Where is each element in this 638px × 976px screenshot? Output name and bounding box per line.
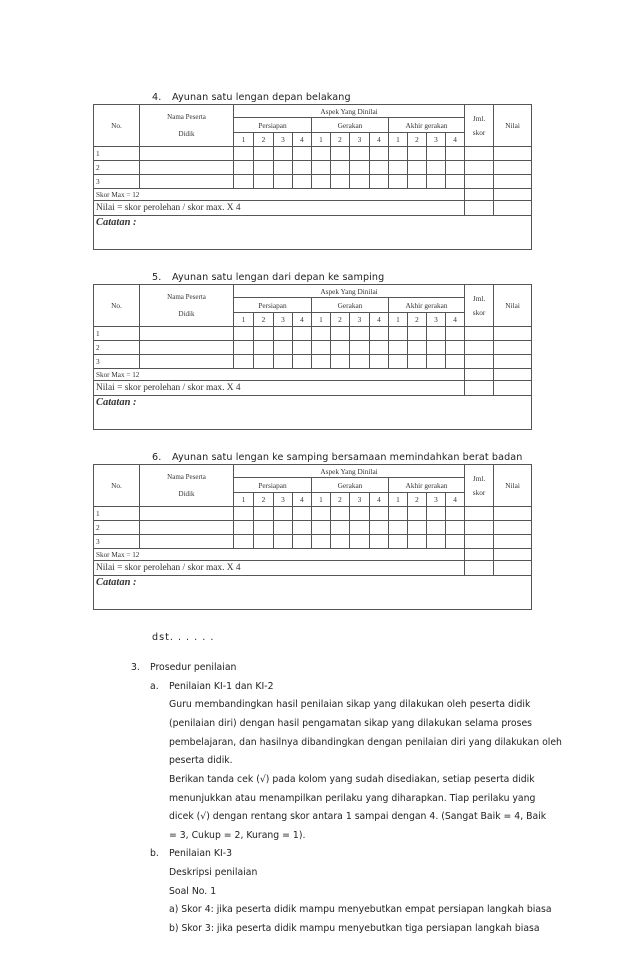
table-row (94, 341, 532, 355)
assessment-table-5 (93, 284, 532, 430)
section-title-text: Ayunan satu lengan ke samping bersamaan memindahkan berat badan (172, 452, 523, 463)
header-no: No. (94, 465, 140, 507)
jml-cell[interactable] (465, 381, 494, 396)
score-cell[interactable] (350, 161, 370, 175)
score-cell[interactable] (274, 507, 293, 521)
score-cell[interactable] (254, 341, 274, 355)
header-persiapan: Persiapan (234, 478, 312, 493)
score-cell[interactable] (312, 341, 331, 355)
score-cell[interactable] (427, 507, 446, 521)
score-cell[interactable] (254, 327, 274, 341)
score-cell[interactable] (389, 507, 408, 521)
jml-cell[interactable] (465, 521, 494, 535)
header-nama-peserta: Nama Peserta Didik (140, 465, 234, 507)
paragraph-line: peserta didik. (169, 755, 233, 766)
score-cell[interactable] (331, 507, 350, 521)
score-cell[interactable] (274, 147, 293, 161)
sub-header: 4 (446, 133, 465, 147)
score-cell[interactable] (234, 175, 254, 189)
row-number: 1 (94, 147, 140, 161)
sub-header: 1 (234, 133, 254, 147)
sub-header: 2 (408, 493, 427, 507)
score-cell[interactable] (389, 521, 408, 535)
section-6-title (152, 452, 522, 463)
score-cell[interactable] (331, 161, 350, 175)
row-number: 2 (94, 161, 140, 175)
score-cell[interactable] (408, 161, 427, 175)
sub-header: 2 (331, 313, 350, 327)
skor-max-label: Skor Max = 12 (94, 189, 465, 201)
score-cell[interactable] (293, 507, 312, 521)
name-cell[interactable] (140, 507, 234, 521)
score-cell[interactable] (312, 521, 331, 535)
subsection-a-heading (150, 681, 274, 693)
section-number: 4. (152, 92, 162, 103)
score-cell[interactable] (254, 175, 274, 189)
sub-header: 4 (293, 313, 312, 327)
score-cell[interactable] (370, 341, 389, 355)
subsection-a-title: Penilaian KI-1 dan KI-2 (169, 681, 274, 692)
header-gerakan: Gerakan (312, 478, 389, 493)
section-number: 6. (152, 452, 162, 463)
paragraph-line: (penilaian diri) dengan hasil pengamatan sikap yang dilakukan selama proses (169, 718, 533, 729)
subsection-b-label: b. (150, 848, 159, 859)
table-row (94, 535, 532, 549)
score-cell[interactable] (274, 175, 293, 189)
jml-cell[interactable] (465, 175, 494, 189)
row-number: 1 (94, 327, 140, 341)
row-number: 2 (94, 521, 140, 535)
nilai-cell[interactable] (494, 355, 532, 369)
sub-header: 4 (370, 313, 389, 327)
jml-cell[interactable] (465, 147, 494, 161)
section-number: 5. (152, 272, 162, 283)
score-cell[interactable] (331, 355, 350, 369)
score-cell[interactable] (234, 535, 254, 549)
score-cell[interactable] (331, 327, 350, 341)
score-cell[interactable] (446, 327, 465, 341)
jml-cell[interactable] (465, 369, 494, 381)
subsection-a-label: a. (150, 681, 159, 692)
score-cell[interactable] (389, 355, 408, 369)
skor-max-label: Skor Max = 12 (94, 369, 465, 381)
table-row (94, 327, 532, 341)
score-cell[interactable] (427, 327, 446, 341)
sub-header: 1 (234, 493, 254, 507)
score-cell[interactable] (312, 161, 331, 175)
header-gerakan: Gerakan (312, 118, 389, 133)
score-cell[interactable] (234, 147, 254, 161)
paragraph-line: Guru membandingkan hasil penilaian sikap yang dilakukan oleh peserta didik (169, 699, 531, 710)
score-cell[interactable] (350, 521, 370, 535)
section-4-title (152, 92, 351, 103)
sub-header: 3 (274, 493, 293, 507)
score-cell[interactable] (254, 147, 274, 161)
sub-header: 3 (274, 313, 293, 327)
assessment-table-6 (93, 464, 532, 610)
score-cell[interactable] (274, 161, 293, 175)
header-jml-skor: Jml. skor (465, 105, 494, 147)
score-cell[interactable] (234, 355, 254, 369)
continuation-text: dst. . . . . . (152, 632, 215, 643)
score-cell[interactable] (427, 535, 446, 549)
skor-max-label: Skor Max = 12 (94, 549, 465, 561)
sub-header: 1 (389, 313, 408, 327)
subsection-b-title: Penilaian KI-3 (169, 848, 232, 859)
header-aspek: Aspek Yang Dinilai (234, 285, 465, 298)
nilai-cell[interactable] (494, 327, 532, 341)
score-cell[interactable] (446, 341, 465, 355)
sub-header: 2 (254, 133, 274, 147)
row-number: 1 (94, 507, 140, 521)
score-cell[interactable] (427, 147, 446, 161)
score-cell[interactable] (389, 161, 408, 175)
nilai-formula: Nilai = skor perolehan / skor max. X 4 (94, 201, 465, 216)
score-cell[interactable] (350, 341, 370, 355)
header-persiapan: Persiapan (234, 118, 312, 133)
score-cell[interactable] (350, 327, 370, 341)
paragraph-line: b) Skor 3: jika peserta didik mampu menyebutkan tiga persiapan langkah biasa (169, 923, 540, 934)
score-cell[interactable] (389, 327, 408, 341)
sub-header: 2 (331, 493, 350, 507)
score-cell[interactable] (408, 341, 427, 355)
score-cell[interactable] (370, 507, 389, 521)
jml-cell[interactable] (465, 507, 494, 521)
score-cell[interactable] (234, 341, 254, 355)
nilai-cell[interactable] (494, 535, 532, 549)
header-akhir-gerakan: Akhir gerakan (389, 298, 465, 313)
assessment-table-4 (93, 104, 532, 250)
score-cell[interactable] (408, 327, 427, 341)
sub-header: 3 (427, 313, 446, 327)
score-cell[interactable] (254, 161, 274, 175)
jml-cell[interactable] (465, 327, 494, 341)
sub-header: 1 (389, 133, 408, 147)
score-cell[interactable] (408, 535, 427, 549)
score-cell[interactable] (427, 521, 446, 535)
sub-header: 4 (446, 493, 465, 507)
score-cell[interactable] (331, 175, 350, 189)
row-number: 3 (94, 175, 140, 189)
nilai-formula: Nilai = skor perolehan / skor max. X 4 (94, 381, 465, 396)
score-cell[interactable] (427, 355, 446, 369)
score-cell[interactable] (331, 535, 350, 549)
sub-header: 4 (446, 313, 465, 327)
header-nama-peserta: Nama Peserta Didik (140, 105, 234, 147)
sub-header: 3 (427, 493, 446, 507)
jml-cell[interactable] (465, 161, 494, 175)
score-cell[interactable] (446, 175, 465, 189)
nilai-cell[interactable] (494, 189, 532, 201)
header-no: No. (94, 285, 140, 327)
header-nilai: Nilai (494, 105, 532, 147)
score-cell[interactable] (350, 147, 370, 161)
score-cell[interactable] (293, 147, 312, 161)
jml-cell[interactable] (465, 341, 494, 355)
catatan-field[interactable]: Catatan : (94, 396, 532, 430)
nilai-cell[interactable] (494, 161, 532, 175)
score-cell[interactable] (446, 535, 465, 549)
score-cell[interactable] (370, 327, 389, 341)
score-cell[interactable] (408, 355, 427, 369)
table-row (94, 175, 532, 189)
score-cell[interactable] (293, 175, 312, 189)
score-cell[interactable] (312, 507, 331, 521)
table-row (94, 507, 532, 521)
table-row (94, 521, 532, 535)
score-cell[interactable] (234, 161, 254, 175)
header-nilai: Nilai (494, 465, 532, 507)
paragraph-line: a) Skor 4: jika peserta didik mampu menyebutkan empat persiapan langkah biasa (169, 904, 552, 915)
name-cell[interactable] (140, 175, 234, 189)
score-cell[interactable] (331, 521, 350, 535)
paragraph-line: = 3, Cukup = 2, Kurang = 1). (169, 830, 306, 841)
score-cell[interactable] (446, 147, 465, 161)
header-aspek: Aspek Yang Dinilai (234, 465, 465, 478)
score-cell[interactable] (312, 355, 331, 369)
paragraph-line: pembelajaran, dan hasilnya dibandingkan dengan penilaian diri yang dilakukan oleh (169, 737, 562, 748)
score-cell[interactable] (370, 535, 389, 549)
score-cell[interactable] (234, 521, 254, 535)
score-cell[interactable] (350, 507, 370, 521)
name-cell[interactable] (140, 327, 234, 341)
score-cell[interactable] (350, 175, 370, 189)
nilai-cell[interactable] (494, 561, 532, 576)
name-cell[interactable] (140, 355, 234, 369)
score-cell[interactable] (293, 161, 312, 175)
score-cell[interactable] (254, 521, 274, 535)
score-cell[interactable] (234, 327, 254, 341)
score-cell[interactable] (350, 535, 370, 549)
header-gerakan: Gerakan (312, 298, 389, 313)
sub-header: 1 (234, 313, 254, 327)
score-cell[interactable] (389, 147, 408, 161)
row-number: 2 (94, 341, 140, 355)
name-cell[interactable] (140, 147, 234, 161)
nilai-cell[interactable] (494, 381, 532, 396)
nilai-cell[interactable] (494, 147, 532, 161)
header-aspek: Aspek Yang Dinilai (234, 105, 465, 118)
table-row (94, 161, 532, 175)
row-number: 3 (94, 535, 140, 549)
section-title-text: Ayunan satu lengan dari depan ke samping (172, 272, 385, 283)
score-cell[interactable] (408, 175, 427, 189)
name-cell[interactable] (140, 521, 234, 535)
sub-header: 3 (427, 133, 446, 147)
sub-header: 4 (370, 493, 389, 507)
jml-cell[interactable] (465, 549, 494, 561)
sub-header: 1 (312, 313, 331, 327)
header-jml-skor: Jml. skor (465, 285, 494, 327)
header-akhir-gerakan: Akhir gerakan (389, 118, 465, 133)
header-akhir-gerakan: Akhir gerakan (389, 478, 465, 493)
score-cell[interactable] (446, 355, 465, 369)
jml-cell[interactable] (465, 189, 494, 201)
score-cell[interactable] (370, 175, 389, 189)
sub-header: 2 (331, 133, 350, 147)
score-cell[interactable] (408, 147, 427, 161)
header-no: No. (94, 105, 140, 147)
sub-header: 2 (254, 493, 274, 507)
score-cell[interactable] (312, 147, 331, 161)
score-cell[interactable] (293, 521, 312, 535)
sub-header: 4 (293, 133, 312, 147)
score-cell[interactable] (254, 355, 274, 369)
score-cell[interactable] (446, 507, 465, 521)
paragraph-line: Deskripsi penilaian (169, 867, 258, 878)
sub-header: 3 (350, 313, 370, 327)
score-cell[interactable] (370, 161, 389, 175)
jml-cell[interactable] (465, 535, 494, 549)
name-cell[interactable] (140, 341, 234, 355)
catatan-field[interactable]: Catatan : (94, 216, 532, 250)
score-cell[interactable] (389, 535, 408, 549)
prosedur-number: 3. (131, 662, 140, 673)
score-cell[interactable] (370, 147, 389, 161)
nilai-cell[interactable] (494, 369, 532, 381)
subsection-b-heading (150, 848, 232, 860)
sub-header: 3 (274, 133, 293, 147)
score-cell[interactable] (331, 341, 350, 355)
section-title-text: Ayunan satu lengan depan belakang (172, 92, 351, 103)
score-cell[interactable] (427, 161, 446, 175)
sub-header: 4 (293, 493, 312, 507)
nilai-cell[interactable] (494, 549, 532, 561)
score-cell[interactable] (293, 535, 312, 549)
prosedur-title: Prosedur penilaian (150, 662, 237, 673)
header-jml-skor: Jml. skor (465, 465, 494, 507)
sub-header: 2 (408, 313, 427, 327)
score-cell[interactable] (312, 175, 331, 189)
score-cell[interactable] (234, 507, 254, 521)
prosedur-heading (131, 662, 236, 674)
nilai-cell[interactable] (494, 175, 532, 189)
score-cell[interactable] (370, 355, 389, 369)
score-cell[interactable] (331, 147, 350, 161)
score-cell[interactable] (350, 355, 370, 369)
row-number: 3 (94, 355, 140, 369)
nilai-cell[interactable] (494, 521, 532, 535)
sub-header: 1 (312, 133, 331, 147)
catatan-field[interactable]: Catatan : (94, 576, 532, 610)
header-persiapan: Persiapan (234, 298, 312, 313)
score-cell[interactable] (446, 161, 465, 175)
score-cell[interactable] (274, 341, 293, 355)
paragraph-line: dicek (√) dengan rentang skor antara 1 sampai dengan 4. (Sangat Baik = 4, Baik (169, 811, 547, 822)
score-cell[interactable] (274, 535, 293, 549)
paragraph-line: Berikan tanda cek (√) pada kolom yang sudah disediakan, setiap peserta didik (169, 774, 535, 785)
score-cell[interactable] (370, 521, 389, 535)
sub-header: 2 (408, 133, 427, 147)
nilai-formula: Nilai = skor perolehan / skor max. X 4 (94, 561, 465, 576)
score-cell[interactable] (312, 535, 331, 549)
jml-cell[interactable] (465, 355, 494, 369)
jml-cell[interactable] (465, 561, 494, 576)
sub-header: 3 (350, 133, 370, 147)
sub-header: 1 (389, 493, 408, 507)
table-row (94, 355, 532, 369)
score-cell[interactable] (389, 341, 408, 355)
paragraph-line: menunjukkan atau menampilkan perilaku yang diharapkan. Tiap perilaku yang (169, 793, 536, 804)
section-5-title (152, 272, 384, 283)
score-cell[interactable] (254, 535, 274, 549)
name-cell[interactable] (140, 161, 234, 175)
sub-header: 3 (350, 493, 370, 507)
score-cell[interactable] (293, 341, 312, 355)
score-cell[interactable] (254, 507, 274, 521)
score-cell[interactable] (274, 355, 293, 369)
nilai-cell[interactable] (494, 341, 532, 355)
score-cell[interactable] (408, 507, 427, 521)
score-cell[interactable] (274, 327, 293, 341)
sub-header: 1 (312, 493, 331, 507)
score-cell[interactable] (274, 521, 293, 535)
score-cell[interactable] (312, 327, 331, 341)
jml-cell[interactable] (465, 201, 494, 216)
score-cell[interactable] (389, 175, 408, 189)
score-cell[interactable] (293, 327, 312, 341)
nilai-cell[interactable] (494, 507, 532, 521)
paragraph-line: Soal No. 1 (169, 886, 217, 897)
sub-header: 4 (370, 133, 389, 147)
score-cell[interactable] (293, 355, 312, 369)
header-nilai: Nilai (494, 285, 532, 327)
sub-header: 2 (254, 313, 274, 327)
score-cell[interactable] (427, 175, 446, 189)
nilai-cell[interactable] (494, 201, 532, 216)
score-cell[interactable] (408, 521, 427, 535)
score-cell[interactable] (427, 341, 446, 355)
header-nama-peserta: Nama Peserta Didik (140, 285, 234, 327)
name-cell[interactable] (140, 535, 234, 549)
score-cell[interactable] (446, 521, 465, 535)
table-row (94, 147, 532, 161)
